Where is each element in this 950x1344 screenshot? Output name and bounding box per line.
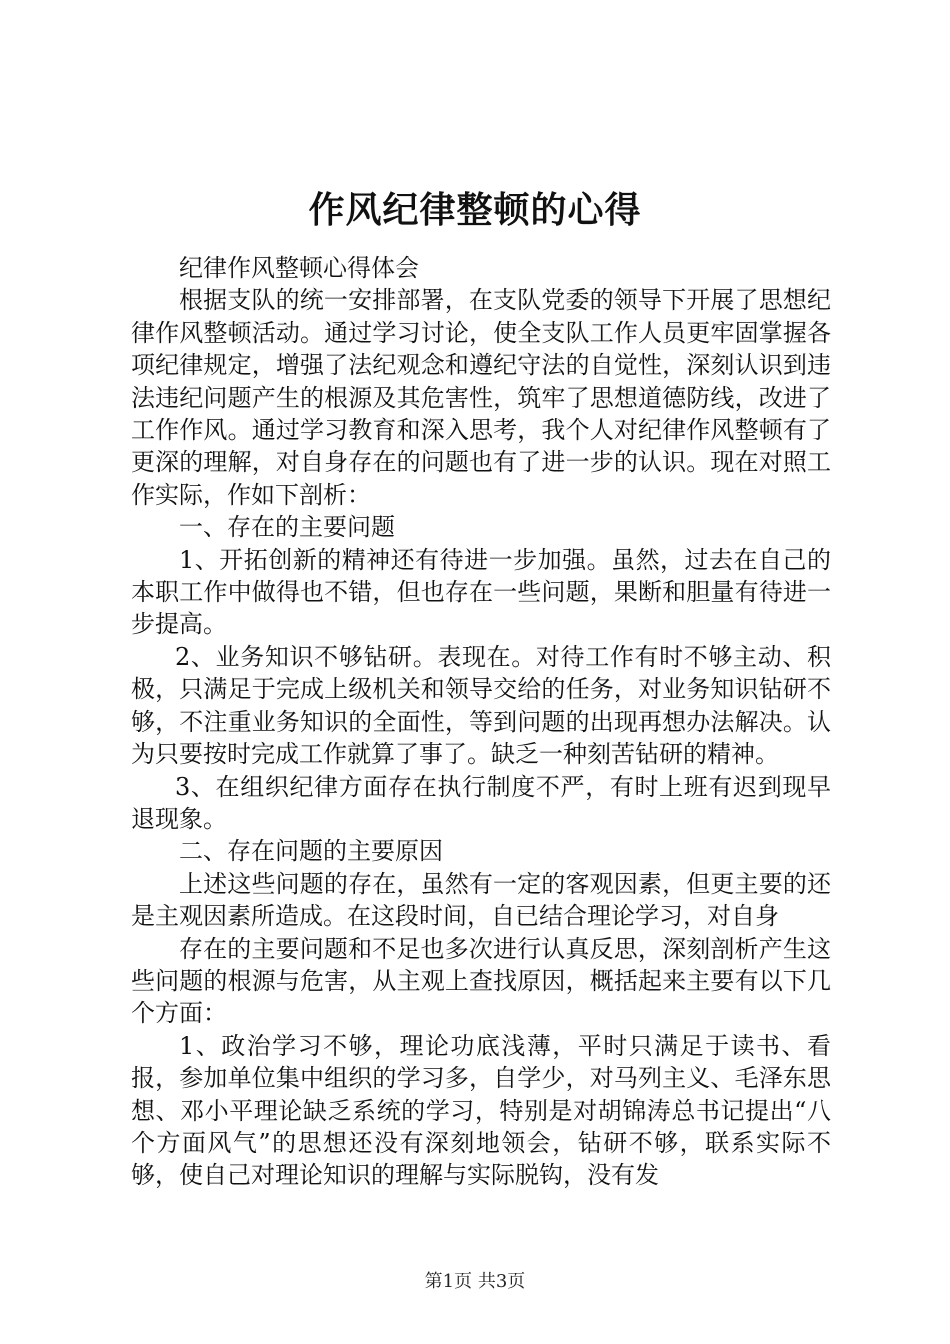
paragraph-causes-intro: 上述这些问题的存在，虽然有一定的客观因素，但更主要的还是主观因素所造成。在这段时间，自已结合理论学习，对自身 [131,869,831,931]
paragraph-problem-3: 3、在组织纪律方面存在执行制度不严，有时上班有迟到现早退现象。 [131,772,831,833]
paragraph-subtitle: 纪律作风整顿心得体会 [179,254,419,282]
paragraph-intro: 根据支队的统一安排部署，在支队党委的领导下开展了思想纪律作风整顿活动。通过学习讨论，使全支队工作人员更牢固掌握各项纪律规定，增强了法纪观念和遵纪守法的自觉性，深刻认识到违法违纪问题产生的根源及其危害性，筑牢了思想道德防线，改进了工作作风。通过学习教育和深入思考，我个人对纪律作风整顿有了更深的理解，对自身存在的问题也有了进一步的认识。现在对照工作实际，作如下剖析： [131,286,831,509]
page-number-footer: 第1页 共3页 [424,1271,526,1292]
document-title: 作风纪律整顿的心得 [308,189,642,231]
paragraph-causes-reflection: 存在的主要问题和不足也多次进行认真反思，深刻剖析产生这些问题的根源与危害，从主观上查找原因，概括起来主要有以下几个方面： [131,934,831,1028]
paragraph-problem-2: 2、业务知识不够钻研。表现在。对待工作有时不够主动、积极，只满足于完成上级机关和领导交给的任务，对业务知识钻研不够，不注重业务知识的全面性，等到问题的出现再想办法解决。认为只要按时完成工作就算了事了。缺乏一种刻苦钻研的精神。 [131,642,831,769]
paragraph-cause-1: 1、政治学习不够，理论功底浅薄，平时只满足于读书、看报，参加单位集中组织的学习多，自学少，对马列主义、毛泽东思想、邓小平理论缺乏系统的学习，特别是对胡锦涛总书记提出“八个方面风气”的思想还没有深刻地领会，钻研不够，联系实际不够，使自己对理论知识的理解与实际脱钩，没有发 [131,1031,831,1190]
section-heading-causes: 二、存在问题的主要原因 [179,837,443,866]
document-body [131,252,831,1192]
section-heading-problems: 一、存在的主要问题 [179,513,395,542]
paragraph-problem-1: 1、开拓创新的精神还有待进一步加强。虽然，过去在自己的本职工作中做得也不错，但也存在一些问题，果断和胆量有待进一步提高。 [131,545,831,639]
